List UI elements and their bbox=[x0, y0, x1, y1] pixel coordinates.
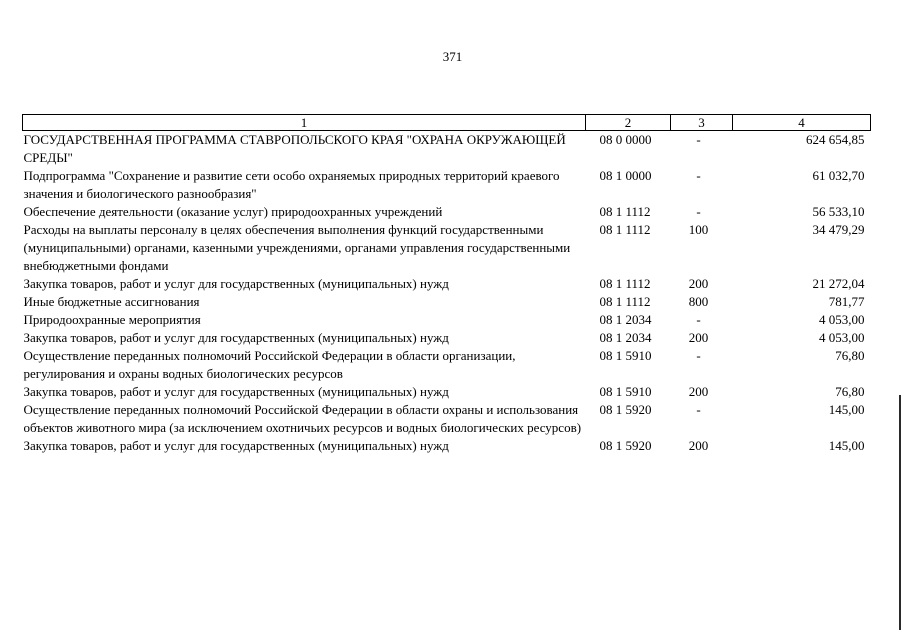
budget-table bbox=[22, 114, 871, 455]
row-type: 100 bbox=[688, 222, 709, 237]
row-code: 08 1 1112 bbox=[599, 204, 651, 219]
table-row bbox=[23, 347, 871, 383]
row-type: 200 bbox=[688, 384, 709, 399]
header-col-2: 2 bbox=[586, 115, 671, 131]
row-name: Осуществление переданных полномочий Российской Федерации в области организации, регулирования и охраны водных биологических ресурсов bbox=[23, 348, 516, 381]
row-type: - bbox=[696, 402, 701, 417]
row-amount: 61 032,70 bbox=[812, 168, 865, 183]
table-row bbox=[23, 383, 871, 401]
header-col-4: 4 bbox=[733, 115, 871, 131]
header-row bbox=[23, 115, 871, 131]
row-name: Закупка товаров, работ и услуг для государственных (муниципальных) нужд bbox=[23, 330, 449, 345]
page-number: 371 bbox=[442, 49, 463, 64]
row-type: 200 bbox=[688, 330, 709, 345]
table-header bbox=[23, 115, 871, 131]
row-name: ГОСУДАРСТВЕННАЯ ПРОГРАММА СТАВРОПОЛЬСКОГО КРАЯ "ОХРАНА ОКРУЖАЮЩЕЙ СРЕДЫ" bbox=[23, 132, 566, 165]
row-type: 200 bbox=[688, 438, 709, 453]
table-row bbox=[23, 311, 871, 329]
row-code: 08 1 0000 bbox=[599, 168, 652, 183]
row-amount: 145,00 bbox=[828, 438, 865, 453]
row-code: 08 1 5910 bbox=[599, 348, 652, 363]
table-row bbox=[23, 329, 871, 347]
row-type: - bbox=[696, 348, 701, 363]
row-code: 08 1 2034 bbox=[599, 330, 652, 345]
table-body bbox=[23, 131, 871, 456]
row-type: - bbox=[696, 132, 701, 147]
row-type: - bbox=[696, 204, 701, 219]
row-name: Иные бюджетные ассигнования bbox=[23, 294, 200, 309]
row-code: 08 1 5920 bbox=[599, 438, 652, 453]
row-code: 08 1 1112 bbox=[599, 276, 651, 291]
row-code: 08 1 5920 bbox=[599, 402, 652, 417]
header-col-1: 1 bbox=[23, 115, 586, 131]
row-name: Закупка товаров, работ и услуг для государственных (муниципальных) нужд bbox=[23, 276, 449, 291]
row-code: 08 1 1112 bbox=[599, 222, 651, 237]
row-amount: 76,80 bbox=[835, 348, 865, 363]
table-row bbox=[23, 293, 871, 311]
row-type: - bbox=[696, 168, 701, 183]
row-name: Закупка товаров, работ и услуг для государственных (муниципальных) нужд bbox=[23, 438, 449, 453]
row-name: Природоохранные мероприятия bbox=[23, 312, 201, 327]
table-row bbox=[23, 275, 871, 293]
header-col-3: 3 bbox=[671, 115, 733, 131]
row-name: Закупка товаров, работ и услуг для государственных (муниципальных) нужд bbox=[23, 384, 449, 399]
row-amount: 4 053,00 bbox=[819, 330, 865, 345]
table-row bbox=[23, 221, 871, 275]
table-row bbox=[23, 203, 871, 221]
row-code: 08 1 1112 bbox=[599, 294, 651, 309]
table-row bbox=[23, 131, 871, 168]
row-name: Осуществление переданных полномочий Российской Федерации в области охраны и использования объектов животного мира (за исключением охотничьих ресурсов и водных биологических ресурсов) bbox=[23, 402, 582, 435]
row-amount: 21 272,04 bbox=[812, 276, 865, 291]
row-amount: 145,00 bbox=[828, 402, 865, 417]
scan-edge-mark bbox=[899, 395, 901, 630]
row-code: 08 1 2034 bbox=[599, 312, 652, 327]
row-amount: 34 479,29 bbox=[812, 222, 865, 237]
table-row bbox=[23, 167, 871, 203]
row-code: 08 0 0000 bbox=[599, 132, 652, 147]
row-name: Обеспечение деятельности (оказание услуг) природоохранных учреждений bbox=[23, 204, 443, 219]
row-amount: 781,77 bbox=[828, 294, 865, 309]
row-type: 200 bbox=[688, 276, 709, 291]
row-type: 800 bbox=[688, 294, 709, 309]
table-row bbox=[23, 437, 871, 455]
row-code: 08 1 5910 bbox=[599, 384, 652, 399]
row-amount: 76,80 bbox=[835, 384, 865, 399]
row-amount: 4 053,00 bbox=[819, 312, 865, 327]
row-amount: 624 654,85 bbox=[806, 132, 865, 147]
table-row bbox=[23, 401, 871, 437]
row-name: Расходы на выплаты персоналу в целях обеспечения выполнения функций государственными (муниципальными) органами, казенными учреждениями, органами управления государственными внебюджетными фондами bbox=[23, 222, 571, 273]
row-type: - bbox=[696, 312, 701, 327]
row-name: Подпрограмма "Сохранение и развитие сети особо охраняемых природных территорий краевого значения и биологического разнообразия" bbox=[23, 168, 560, 201]
row-amount: 56 533,10 bbox=[812, 204, 865, 219]
